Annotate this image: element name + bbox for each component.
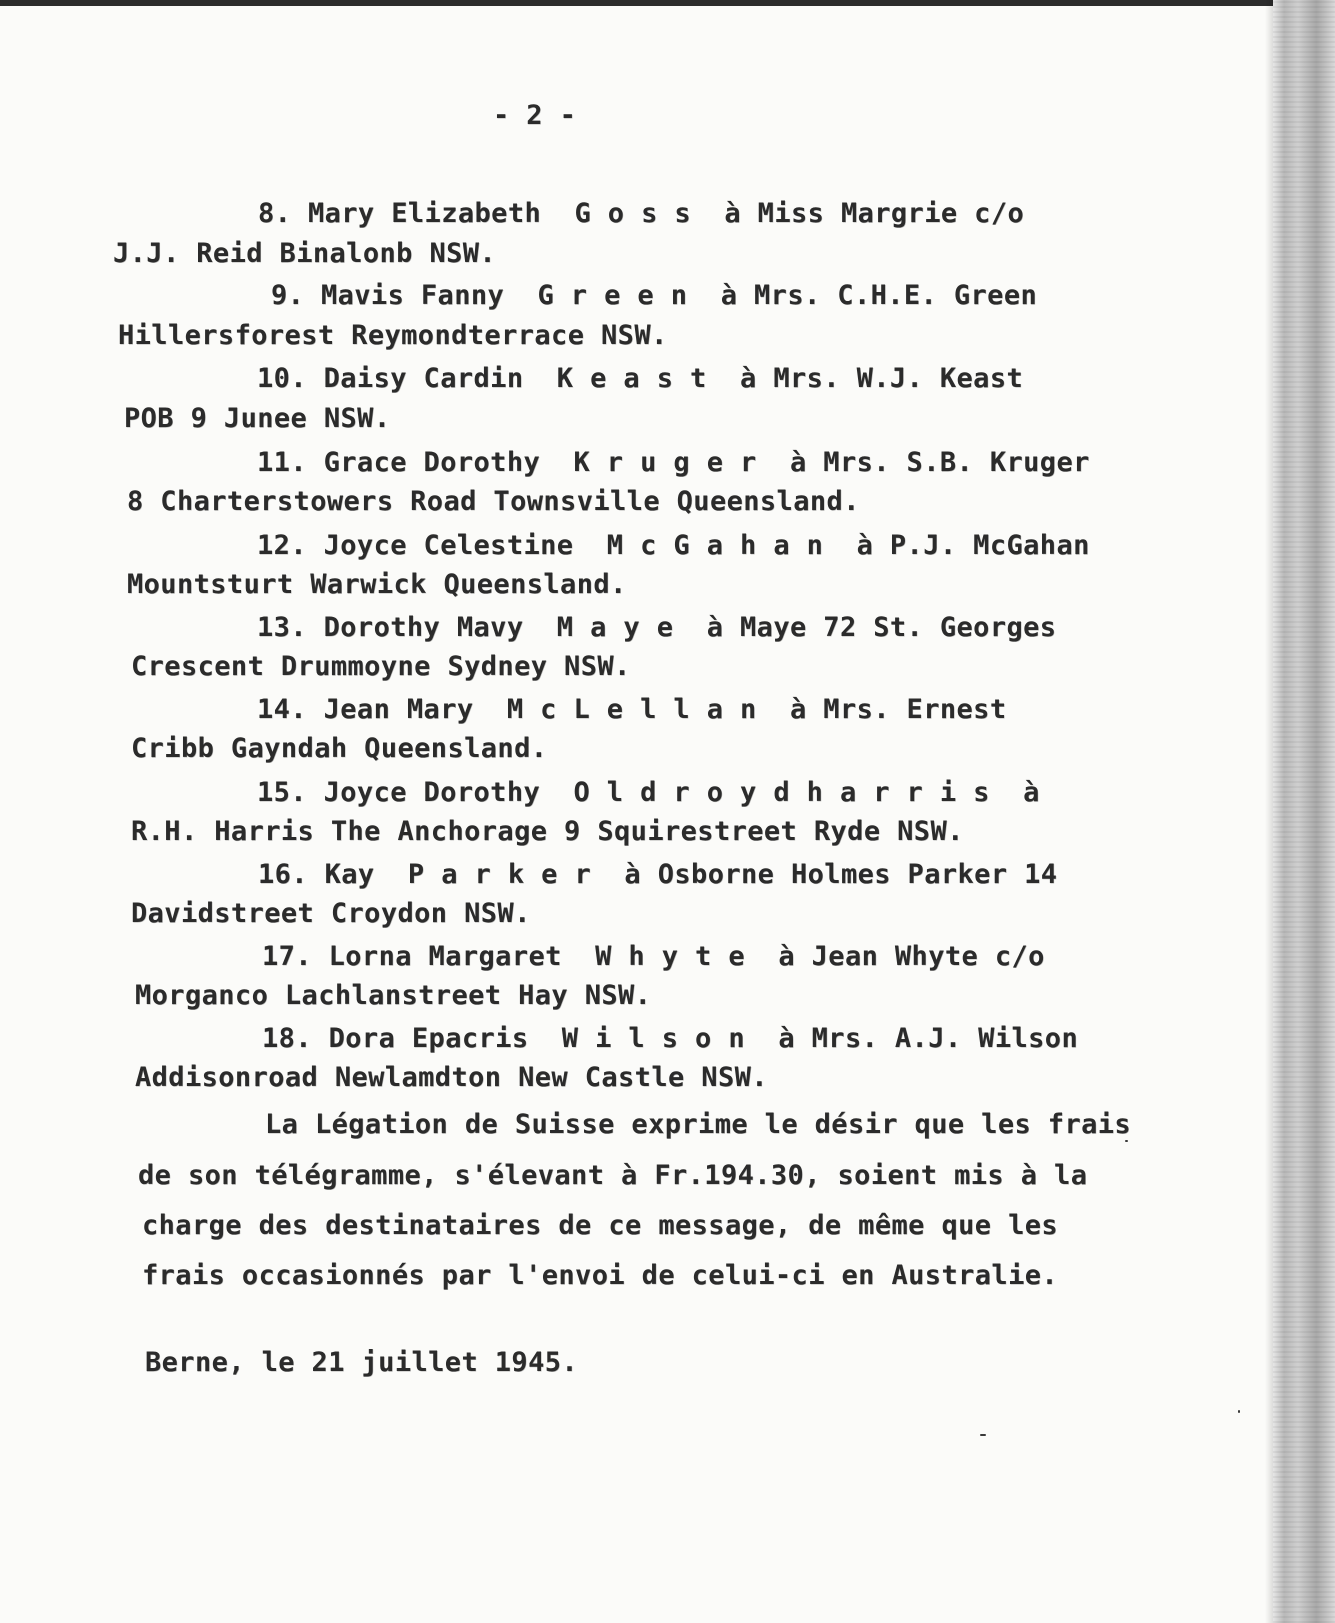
entry-8-line2: J.J. Reid Binalonb NSW.	[113, 238, 497, 269]
entry-11-line2: 8 Charterstowers Road Townsville Queensland.	[127, 486, 860, 517]
entry-10-line1: 10. Daisy Cardin K e a s t à Mrs. W.J. Keast	[257, 363, 1024, 394]
entry-13-line2: Crescent Drummoyne Sydney NSW.	[131, 651, 631, 682]
entry-16-line1: 16. Kay P a r k e r à Osborne Holmes Parker 14	[258, 859, 1058, 890]
closing-paragraph-line3: charge des destinataires de ce message, de même que les	[142, 1210, 1059, 1241]
entry-15-line2: R.H. Harris The Anchorage 9 Squirestreet Ryde NSW.	[131, 816, 964, 847]
page-number: - 2 -	[493, 100, 577, 131]
entry-11-line1: 11. Grace Dorothy K r u g e r à Mrs. S.B. Kruger	[257, 447, 1090, 478]
entry-14-line2: Cribb Gayndah Queensland.	[131, 733, 548, 764]
entry-12-line1: 12. Joyce Celestine M c G a h a n à P.J. McGahan	[257, 530, 1090, 561]
scan-speck	[1238, 1410, 1240, 1413]
scan-right-edge	[1273, 0, 1335, 1623]
entry-9-line2: Hillersforest Reymondterrace NSW.	[118, 320, 668, 351]
entry-10-line2: POB 9 Junee NSW.	[124, 403, 391, 434]
entry-13-line1: 13. Dorothy Mavy M a y e à Maye 72 St. Georges	[257, 612, 1057, 643]
entry-12-line2: Mountsturt Warwick Queensland.	[127, 569, 627, 600]
closing-paragraph-line2: de son télégramme, s'élevant à Fr.194.30, soient mis à la	[138, 1160, 1088, 1191]
scan-speck	[980, 1434, 986, 1436]
scan-shadow	[1265, 0, 1273, 1623]
scan-top-edge	[0, 0, 1290, 6]
entry-9-line1: 9. Mavis Fanny G r e e n à Mrs. C.H.E. Green	[271, 280, 1038, 311]
entry-18-line2: Addisonroad Newlamdton New Castle NSW.	[135, 1062, 768, 1093]
entry-17-line1: 17. Lorna Margaret W h y t e à Jean Whyte c/o	[262, 941, 1045, 972]
closing-paragraph-line4: frais occasionnés par l'envoi de celui-ci en Australie.	[142, 1260, 1059, 1291]
entry-15-line1: 15. Joyce Dorothy O l d r o y d h a r r i s à	[257, 777, 1040, 808]
closing-paragraph-line1: La Légation de Suisse exprime le désir que les frais	[265, 1109, 1132, 1140]
entry-8-line1: 8. Mary Elizabeth G o s s à Miss Margrie c/o	[258, 198, 1025, 229]
entry-18-line1: 18. Dora Epacris W i l s o n à Mrs. A.J. Wilson	[262, 1023, 1079, 1054]
entry-14-line1: 14. Jean Mary M c L e l l a n à Mrs. Ernest	[257, 694, 1007, 725]
scan-speck	[1125, 1140, 1128, 1142]
place-date: Berne, le 21 juillet 1945.	[145, 1347, 579, 1378]
entry-16-line2: Davidstreet Croydon NSW.	[131, 898, 531, 929]
entry-17-line2: Morganco Lachlanstreet Hay NSW.	[135, 980, 652, 1011]
